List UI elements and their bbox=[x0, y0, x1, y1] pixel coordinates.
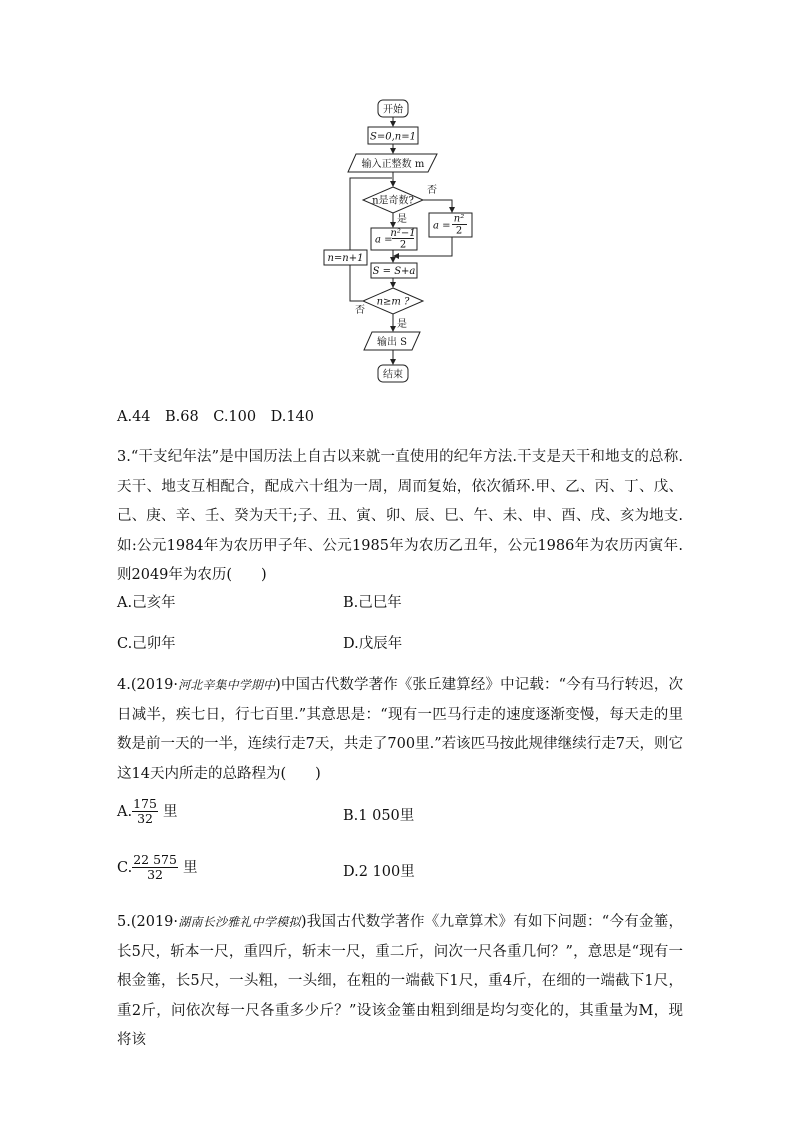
flow-odd-label: n是奇数? bbox=[372, 195, 414, 207]
flow-output-label: 输出 S bbox=[376, 337, 408, 348]
q5-text: )我国古代数学著作《九章算术》有如下问题：“今有金箠，长5尺，斩本一尺，重四斤，斩末一尺，重二斤，问次一尺各重几何？”，意思是“现有一根金箠，长5尺，一头粗，一头细，在粗的一端截下1尺，重4斤，在细的一端截下1尺，重2斤，问依次每一尺各重多少斤？”设该金箠由粗到细是均匀变化的，其重量为M，现将该 bbox=[117, 914, 683, 1048]
flowchart bbox=[0, 0, 794, 400]
flow-increment-label: n=n+1 bbox=[327, 253, 364, 264]
q4-source: 河北辛集中学期中 bbox=[178, 678, 276, 692]
flow-compare-decision bbox=[363, 288, 423, 314]
q3-option-b: B.己巳年 bbox=[343, 595, 402, 611]
flow-start-label: 开始 bbox=[383, 104, 403, 116]
q4-option-a-denominator: 32 bbox=[137, 811, 153, 826]
flow-assign-odd-lhs: a = bbox=[375, 234, 393, 246]
flow-yes-label-1: 是 bbox=[397, 214, 407, 225]
flow-start-terminal bbox=[378, 100, 408, 117]
q4-option-a-numerator: 175 bbox=[133, 796, 157, 811]
q4-option-a bbox=[117, 797, 177, 826]
flow-assign-even-num: n² bbox=[453, 213, 465, 225]
flow-assign-odd-box bbox=[371, 228, 417, 251]
flow-init-box bbox=[368, 127, 418, 144]
flow-input-label: 输入正整数 m bbox=[361, 159, 425, 170]
flow-end-terminal bbox=[378, 365, 408, 382]
q4-stem bbox=[117, 671, 683, 789]
q3-stem: 3.“干支纪年法”是中国历法上自古以来就一直使用的纪年方法.干支是天干和地支的总称.天干、地支互相配合，配成六十组为一周，周而复始，依次循环.甲、乙、丙、丁、戊、己、庚、辛、壬、癸为天干;子、丑、寅、卯、辰、巳、午、未、申、酉、戌、亥为地支.如:公元1984年为农历甲子年、公元1985年为农历乙丑年，公元1986年为农历丙寅年.则2049年为农历( ) bbox=[117, 449, 683, 583]
flow-compare-label: n≥m ? bbox=[376, 296, 410, 308]
q4-option-c-numerator: 22 575 bbox=[133, 852, 177, 867]
q5-source: 湖南长沙雅礼中学模拟 bbox=[178, 915, 301, 929]
flow-yes-label-2: 是 bbox=[397, 319, 407, 330]
q3-option-c: C.己卯年 bbox=[117, 636, 176, 652]
q3-option-d: D.戊辰年 bbox=[343, 636, 403, 652]
flow-end-label: 结束 bbox=[383, 369, 403, 381]
q4-option-c-unit: 里 bbox=[182, 859, 198, 876]
flow-input-parallelogram bbox=[348, 154, 437, 172]
q4-option-b: B.1 050里 bbox=[343, 808, 415, 824]
q2-options: A.44 B.68 C.100 D.140 bbox=[117, 409, 315, 425]
flow-assign-odd-den: 2 bbox=[399, 239, 407, 251]
flow-output-parallelogram bbox=[364, 332, 420, 350]
q4-option-c bbox=[117, 853, 197, 882]
q4-text: )中国古代数学著作《张丘建算经》中记载：“今有马行转迟，次日减半，疾七日，行七百里.”其意思是：“现有一匹马行走的速度逐渐变慢，每天走的里数是前一天的一半，连续行走7天，共走了700里.”若该匹马按此规律继续行走7天，则它这14天内所走的总路程为( ) bbox=[117, 677, 683, 782]
flow-accumulate-label: S = S+a bbox=[372, 266, 416, 277]
flow-no-label-1: 否 bbox=[427, 185, 437, 196]
flow-accumulate-box bbox=[371, 263, 417, 278]
q5-stem bbox=[117, 908, 683, 1056]
q4-option-a-unit: 里 bbox=[162, 803, 178, 820]
q4-option-a-prefix: A. bbox=[117, 803, 133, 820]
q4-option-d: D.2 100里 bbox=[343, 864, 415, 880]
flow-assign-even-lhs: a = bbox=[433, 220, 451, 232]
flow-init-label: S=0,n=1 bbox=[370, 131, 416, 143]
flow-no-label-2: 否 bbox=[355, 305, 365, 316]
flow-increment-box bbox=[324, 250, 367, 265]
q5-prefix: 5.(2019· bbox=[117, 914, 179, 930]
q4-option-c-fraction bbox=[132, 853, 178, 882]
q4-option-c-denominator: 32 bbox=[147, 867, 164, 882]
flow-odd-decision bbox=[363, 187, 423, 213]
q4-option-a-fraction bbox=[132, 797, 158, 826]
q4-option-c-prefix: C. bbox=[117, 859, 133, 876]
flow-assign-even-den: 2 bbox=[455, 225, 463, 237]
q4-prefix: 4.(2019· bbox=[117, 677, 179, 693]
flow-assign-odd-num: n²−1 bbox=[390, 228, 416, 239]
flow-assign-even-box bbox=[429, 213, 472, 237]
q3-option-a: A.己亥年 bbox=[117, 595, 176, 611]
